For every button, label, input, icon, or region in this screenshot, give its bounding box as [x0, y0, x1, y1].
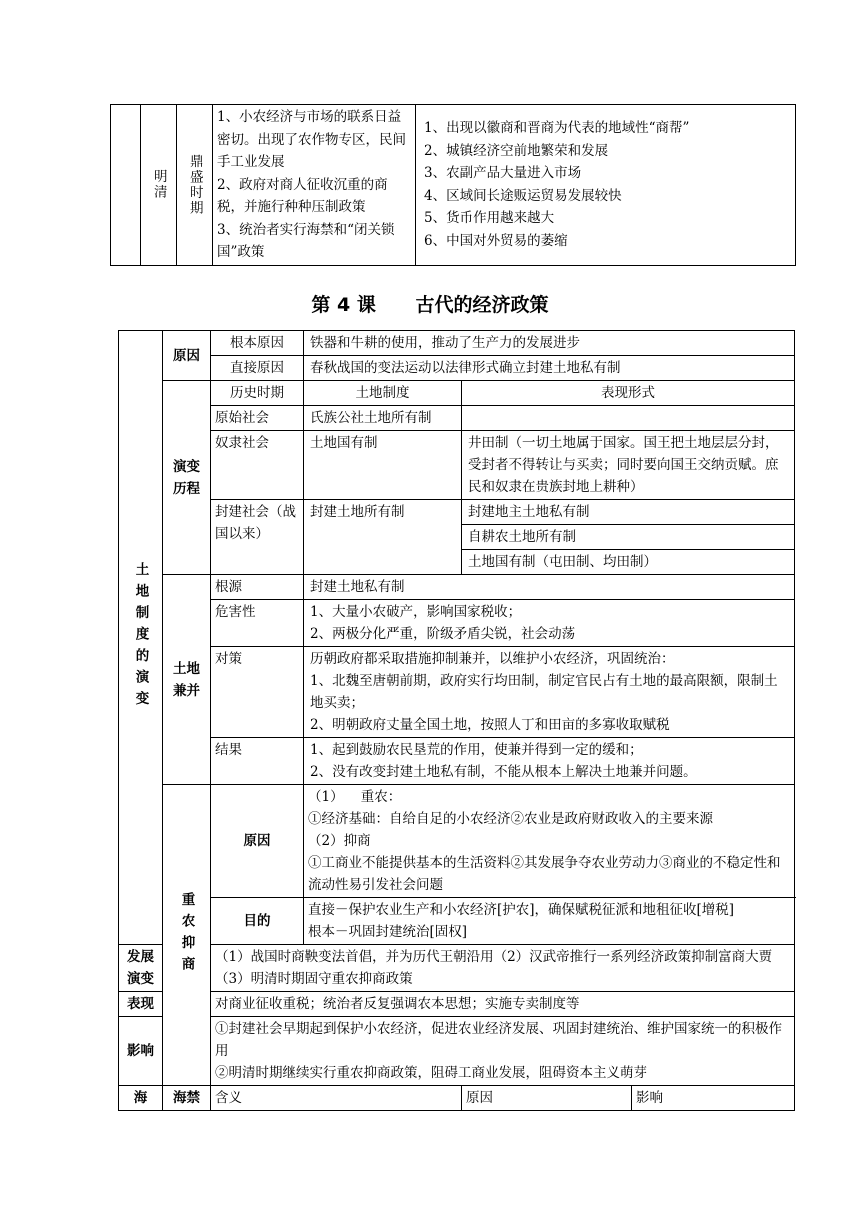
performance-item: 4、区域间长途贩运贸易发展较快 [424, 187, 622, 204]
slave-period: 奴隶社会 [211, 431, 304, 500]
dynasty-label: 明清 [150, 169, 167, 201]
table-row [119, 600, 795, 647]
feudal-form: 土地国有制（屯田制、均田制） [462, 550, 795, 575]
section-agri [163, 785, 211, 1086]
agri-develop-label-cell [119, 945, 163, 992]
section-land-label: 土地制度的演变 [132, 562, 149, 713]
performance-item: 2、城镇经济空前地繁荣和发展 [424, 142, 609, 159]
performance-item: 1、出现以徽商和晋商为代表的地域性“商帮” [424, 120, 690, 137]
table-row [119, 356, 795, 381]
period-label: 鼎盛时期 [186, 153, 203, 216]
annex-label-cell [163, 575, 211, 785]
policy-label: 对策 [211, 647, 304, 738]
table-row [119, 575, 795, 600]
harm-label: 危害性 [211, 600, 304, 647]
feature-item: 3、统治者实行海禁和“闭关锁国”政策 [217, 221, 395, 260]
agri-impact-item: ①封建社会早期起到保护小农经济，促进农业经济发展、巩固封建统治、维护国家统一的积极作用 [215, 1021, 782, 1059]
result-item: 2、没有改变封建土地私有制，不能从根本上解决土地兼并问题。 [310, 764, 697, 780]
sea-label: 海禁 [163, 1086, 211, 1111]
source: 封建土地私有制 [304, 575, 795, 600]
section-sea: 海 [119, 1086, 163, 1111]
policy-item: 历朝政府都采取措施抑制兼并，以维护小农经济，巩固统治： [310, 651, 675, 667]
performance-item: 5、货币作用越来越大 [424, 210, 555, 227]
agri-impact-item: ②明清时期继续实行重农抑商政策，阻碍工商业发展，阻碍资本主义萌芽 [215, 1065, 647, 1081]
result-item: 1、起到鼓励农民垦荒的作用，使兼并得到一定的缓和； [310, 742, 643, 758]
agri-impact-label: 影响 [119, 1017, 163, 1086]
root-cause-label: 根本原因 [211, 331, 304, 356]
agri-cause-item: ①经济基础：自给自足的小农经济②农业是政府财政收入的主要来源 [308, 811, 713, 827]
harm-item: 1、大量小农破产，影响国家税收； [310, 604, 522, 620]
table-row [119, 945, 795, 992]
direct-cause-label: 直接原因 [211, 356, 304, 381]
primitive-period: 原始社会 [211, 406, 304, 431]
feudal-form: 封建地主土地私有制 [462, 500, 795, 525]
table-row [119, 431, 795, 500]
header-period: 历史时期 [211, 381, 304, 406]
header-form: 表现形式 [462, 381, 795, 406]
features-cell [213, 105, 416, 266]
agri-show-label: 表现 [119, 992, 163, 1017]
cause-label: 原因 [173, 347, 200, 364]
evolution-label-cell [163, 381, 211, 575]
source-label: 根源 [211, 575, 304, 600]
table-row [119, 785, 795, 898]
performance-item: 6、中国对外贸易的萎缩 [424, 232, 568, 249]
harm-item: 2、两极分化严重，阶级矛盾尖锐，社会动荡 [310, 626, 576, 642]
evolution-label: 演变历程 [173, 458, 200, 497]
blank-cell [111, 105, 141, 266]
header-system: 土地制度 [304, 381, 462, 406]
sea-impact-header: 影响 [632, 1086, 795, 1111]
cause-label-cell [163, 331, 211, 381]
feature-item: 2、政府对商人征收沉重的商税，并施行种种压制政策 [217, 176, 388, 215]
table-row [119, 647, 795, 738]
sea-reason-header: 原因 [462, 1086, 632, 1111]
table-row [111, 105, 796, 266]
policy [304, 647, 795, 738]
harm [304, 600, 795, 647]
agri-purpose-item: 根本－巩固封建统治[固权] [308, 924, 468, 940]
primitive-system: 氏族公社土地所有制 [304, 406, 462, 431]
root-cause: 铁器和牛耕的使用，推动了生产力的发展进步 [304, 331, 795, 356]
agri-impact [211, 1017, 795, 1086]
table-row [119, 1086, 795, 1111]
agri-develop-label: 发展演变 [127, 949, 154, 987]
result-label: 结果 [211, 738, 304, 785]
table-row [119, 992, 795, 1017]
section-agri-label: 重农抑商 [178, 892, 195, 978]
slave-form: 井田制（一切土地属于国家。国王把土地层层分封，受封者不得转让与买卖；同时要向国王交纳贡赋。庶民和奴隶在贵族封地上耕种） [462, 431, 795, 500]
annex-label: 土地兼并 [173, 660, 200, 699]
agri-develop: （1）战国时商鞅变法首倡，并为历代王朝沿用（2）汉武帝推行一系列经济政策抑制富商大贾（3）明清时期固守重农抑商政策 [211, 945, 795, 992]
period-cell [177, 105, 213, 266]
feudal-form: 自耕农土地所有制 [462, 525, 795, 550]
performance-cell [416, 105, 796, 266]
performance-item: 3、农副产品大量进入市场 [424, 165, 582, 182]
agri-cause-label: 原因 [211, 785, 304, 898]
agri-purpose-label: 目的 [211, 898, 304, 945]
table-row [119, 898, 795, 945]
table-row [119, 381, 795, 406]
table-row [119, 1017, 795, 1086]
lesson-title: 第 4 课 古代的经济政策 [311, 294, 549, 316]
agri-purpose [304, 898, 795, 945]
feudal-system: 封建土地所有制 [304, 500, 462, 575]
policy-item: 1、北魏至唐朝前期，政府实行均田制，制定官民占有土地的最高限额，限制土地买卖； [310, 673, 778, 711]
table-row [119, 406, 795, 431]
sea-meaning-header: 含义 [211, 1086, 462, 1111]
feudal-period: 封建社会（战国以来） [211, 500, 304, 575]
feature-item: 1、小农经济与市场的联系日益密切。出现了农作物专区，民间手工业发展 [217, 109, 406, 170]
table-row [119, 500, 795, 525]
dynasty-cell [141, 105, 177, 266]
economic-policy-table [118, 330, 795, 1111]
agri-cause-item: （2）抑商 [308, 833, 371, 849]
agri-purpose-item: 直接－保护农业生产和小农经济[护农]，确保赋税征派和地租征收[增税] [308, 902, 735, 918]
section-land [119, 331, 163, 945]
policy-item: 2、明朝政府丈量全国土地，按照人丁和田亩的多寡收取赋税 [310, 717, 670, 733]
agri-cause-item: （1） 重农： [308, 789, 402, 805]
agri-cause-item: ①工商业不能提供基本的生活资料②其发展争夺农业劳动力③商业的不稳定性和流动性易引发社会问题 [308, 855, 781, 893]
agri-show: 对商业征收重税；统治者反复强调农本思想；实施专卖制度等 [211, 992, 795, 1017]
result [304, 738, 795, 785]
table-row [119, 738, 795, 785]
primitive-form [462, 406, 795, 431]
dynasty-table [110, 104, 796, 266]
table-row [119, 331, 795, 356]
direct-cause: 春秋战国的变法运动以法律形式确立封建土地私有制 [304, 356, 795, 381]
agri-cause [304, 785, 795, 898]
slave-system: 土地国有制 [304, 431, 462, 500]
